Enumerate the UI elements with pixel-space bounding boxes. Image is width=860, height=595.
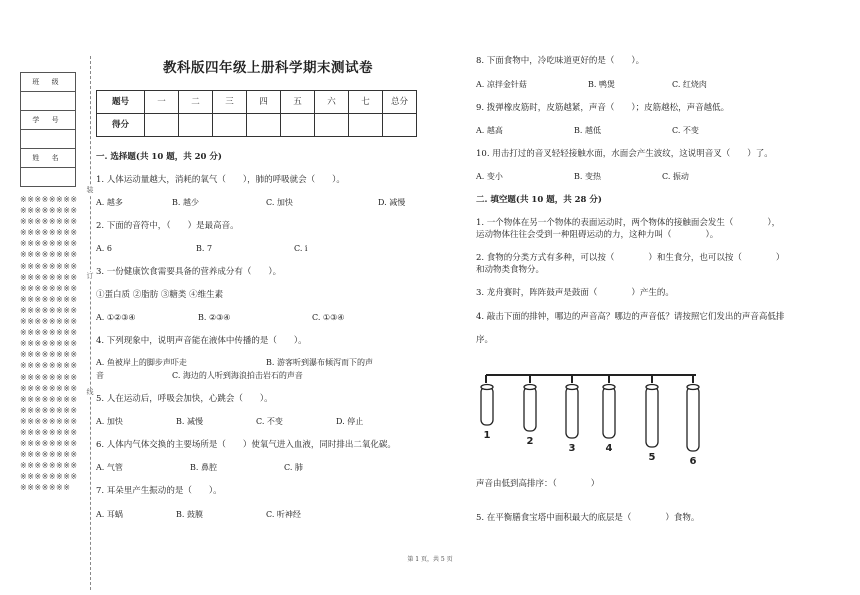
option-2a: A. 6	[96, 244, 112, 253]
score-row-label: 得分	[97, 114, 145, 137]
option-6b: B. 鼻腔	[190, 463, 217, 472]
score-header-cell: 四	[247, 91, 281, 114]
question-1: 1. 人体运动量越大，消耗的氧气（ ），肺的呼吸就会（ ）。	[96, 175, 345, 185]
tube-label-4: 4	[605, 443, 613, 454]
tube-6	[687, 385, 699, 452]
question-2: 2. 下面的音符中，（ ）是最高音。	[96, 221, 239, 231]
question-9: 9. 拨弹橡皮筋时，皮筋越紧，声音（ ）；皮筋越松，声音越低。	[476, 103, 730, 113]
option-9c: C. 不变	[672, 126, 699, 135]
option-7b: B. 鼓膜	[176, 510, 203, 519]
option-1a: A. 越多	[96, 198, 123, 207]
binding-cut-line	[90, 56, 91, 590]
student-info-table	[20, 72, 76, 187]
option-2b: B. 7	[196, 244, 213, 253]
fill-4-answer: 声音由低到高排序：（ ）	[476, 479, 600, 489]
option-10a: A. 变小	[476, 172, 503, 181]
option-4b-cont: 音	[96, 371, 104, 380]
question-3: 3. 一份健康饮食需要具备的营养成分有（ ）。	[96, 267, 282, 277]
question-8: 8. 下面食物中，冷吃味道更好的是（ ）。	[476, 56, 645, 66]
student-id-field[interactable]	[21, 130, 76, 149]
name-label: 姓 名	[21, 149, 76, 168]
option-2c: C. i	[294, 244, 308, 253]
option-3b: B. ②③④	[198, 313, 231, 322]
side-char-ding: 订	[84, 272, 96, 281]
score-cell[interactable]	[383, 114, 417, 137]
option-1b: B. 越少	[172, 198, 199, 207]
score-header-cell: 一	[145, 91, 179, 114]
score-header-cell: 三	[213, 91, 247, 114]
score-header-cell: 二	[179, 91, 213, 114]
score-header-cell: 总分	[383, 91, 417, 114]
score-table	[96, 90, 417, 137]
chime-tubes-figure	[476, 369, 716, 469]
tube-label-6: 6	[689, 456, 697, 467]
tube-4	[603, 385, 615, 439]
option-8c: C. 红烧肉	[672, 80, 707, 89]
score-cell[interactable]	[213, 114, 247, 137]
score-cell[interactable]	[315, 114, 349, 137]
option-7c: C. 听神经	[266, 510, 301, 519]
option-6a: A. 气管	[96, 463, 123, 472]
fill-1-line1: 1. 一个物体在另一个物体的表面运动时，两个物体的接触面会发生（ ），	[476, 218, 781, 228]
tube-2	[524, 385, 536, 432]
option-3a: A. ①②③④	[96, 313, 136, 322]
tube-label-3: 3	[568, 443, 576, 454]
score-header-cell: 六	[315, 91, 349, 114]
fill-2-line1: 2. 食物的分类方式有多种，可以按（ ）和生食分，也可以按（ ）	[476, 253, 785, 263]
fill-3: 3. 龙舟赛时，阵阵鼓声是鼓面（ ）产生的。	[476, 288, 674, 298]
tube-label-1: 1	[483, 430, 491, 441]
side-char-zhuang: 装	[84, 186, 96, 195]
fill-1-line2: 运动物体往往会受到一种阻碍运动的力，这种力叫（ ）。	[476, 230, 719, 240]
option-1d: D. 减慢	[378, 198, 406, 207]
option-10b: B. 变热	[574, 172, 601, 181]
tube-label-2: 2	[526, 436, 534, 447]
tube-1	[481, 385, 493, 426]
option-10c: C. 振动	[662, 172, 689, 181]
question-3-items: ①蛋白质 ②脂肪 ③糖类 ④维生素	[96, 290, 224, 300]
question-7: 7. 耳朵里产生振动的是（ ）。	[96, 486, 222, 496]
score-cell[interactable]	[247, 114, 281, 137]
name-field[interactable]	[21, 168, 76, 187]
option-4b: B. 游客听到瀑布倾泻而下的声	[266, 358, 373, 367]
score-header-cell: 五	[281, 91, 315, 114]
exam-title: 教科版四年级上册科学期末测试卷	[163, 60, 373, 76]
tube-5	[646, 385, 658, 448]
option-6c: C. 肺	[284, 463, 303, 472]
section2-heading: 二. 填空题(共 10 题，共 28 分)	[476, 195, 602, 205]
binding-star-pattern: ※※※※※※※※※※※※※※※※※※※※※※※※※※※※※※※※※※※※※※※※※※※※※※※※※※※※※※※※※※※※※※※※※※※※※※※※※※※※※※※※※※※※※※※※※※※※※※※※※※※※※※※※※※※※※※※※※※※※※※※※※※※※※※※※※※※※※※※※※※※※※※※※※※※※※※※※※※※※※※※※※※※※※※※※※※※※※※※※※※※※※※※※※※※※※※※※※※※※※※※※※※※※※※※※※※※※※※※	[20, 195, 78, 493]
option-4a: A. 鱼被岸上的脚步声吓走	[96, 358, 187, 367]
option-5a: A. 加快	[96, 417, 123, 426]
option-5d: D. 停止	[336, 417, 364, 426]
class-label: 班 级	[21, 73, 76, 92]
student-id-label: 学 号	[21, 111, 76, 130]
question-4: 4. 下列现象中，说明声音能在液体中传播的是（ ）。	[96, 336, 307, 346]
page-footer: 第 1 页，共 5 页	[407, 556, 453, 563]
score-cell[interactable]	[281, 114, 315, 137]
score-header-cell: 七	[349, 91, 383, 114]
section1-heading: 一. 选择题(共 10 题，共 20 分)	[96, 152, 222, 162]
option-5c: C. 不变	[256, 417, 283, 426]
question-6: 6. 人体内气体交换的主要场所是（ ）使氧气进入血液，同时排出二氧化碳。	[96, 440, 396, 450]
score-cell[interactable]	[145, 114, 179, 137]
class-field[interactable]	[21, 92, 76, 111]
option-9a: A. 越高	[476, 126, 503, 135]
question-5: 5. 人在运动后，呼吸会加快，心跳会（ ）。	[96, 394, 273, 404]
question-10: 10. 用击打过的音叉轻轻接触水面，水面会产生波纹，这说明音叉（ ）了。	[476, 149, 773, 159]
option-9b: B. 越低	[574, 126, 601, 135]
option-8b: B. 鸭煲	[588, 80, 615, 89]
option-8a: A. 凉拌金针菇	[476, 80, 527, 89]
option-7a: A. 耳蜗	[96, 510, 123, 519]
option-5b: B. 减慢	[176, 417, 203, 426]
score-cell[interactable]	[349, 114, 383, 137]
fill-4-line1: 4. 敲击下面的排钟，哪边的声音高？哪边的声音低？请按照它们发出的声音高低排	[476, 312, 785, 322]
fill-4-line2: 序。	[476, 335, 494, 345]
fill-2-line2: 和动物类食物分。	[476, 265, 545, 275]
score-cell[interactable]	[179, 114, 213, 137]
fill-5: 5. 在平衡膳食宝塔中面积最大的底层是（ ）食物。	[476, 513, 700, 523]
option-3c: C. ①③④	[312, 313, 345, 322]
option-1c: C. 加快	[266, 198, 293, 207]
side-char-xian: 线	[84, 388, 96, 397]
tube-label-5: 5	[648, 452, 656, 463]
tube-3	[566, 385, 578, 439]
option-4c: C. 海边的人听到海浪拍击岩石的声音	[172, 371, 303, 380]
score-header-cell: 题号	[97, 91, 145, 114]
